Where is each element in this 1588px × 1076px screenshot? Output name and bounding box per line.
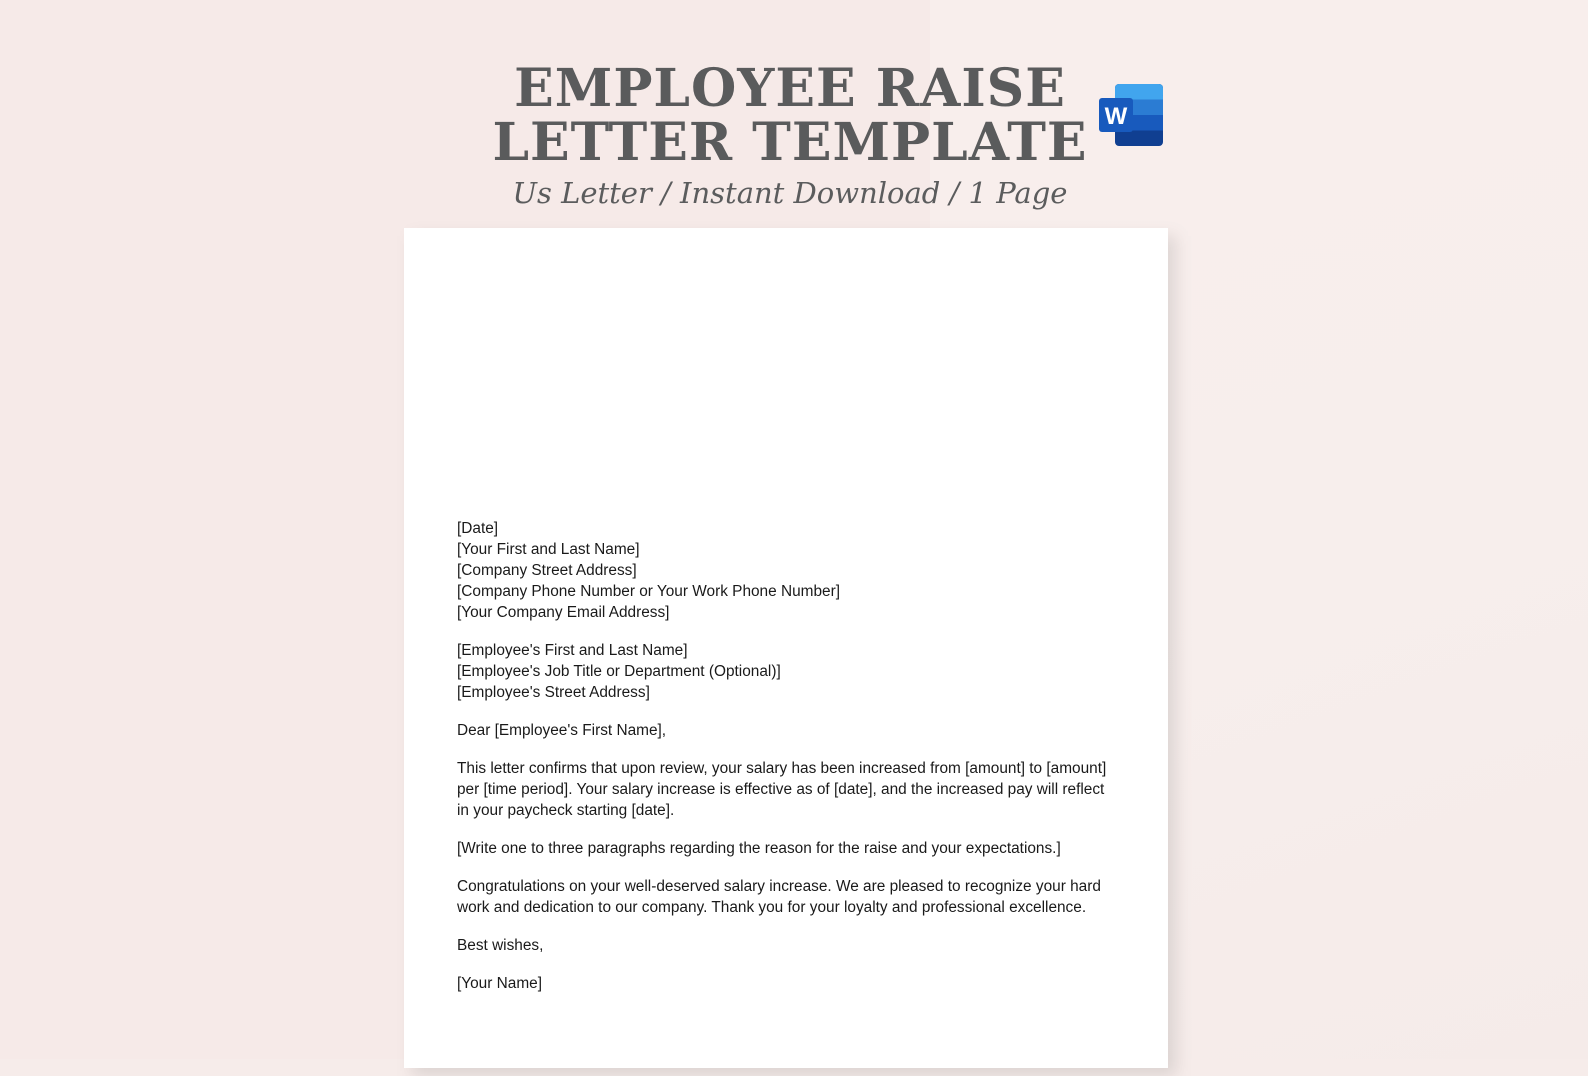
recipient-block xyxy=(457,640,1117,703)
paragraph-3: Congratulations on your well-deserved salary increase. We are pleased to recognize your hard work and dedication to our company. Thank you for your loyalty and professional excellence. xyxy=(457,878,1101,916)
subtitle: Us Letter / Instant Download / 1 Page xyxy=(512,176,1068,210)
title-line-2: LETTER TEMPLATE xyxy=(492,112,1088,173)
salutation: Dear [Employee's First Name], xyxy=(457,722,667,739)
page-title xyxy=(440,58,1140,173)
sender-phone: [Company Phone Number or Your Work Phone Number] xyxy=(457,583,840,600)
recipient-name: [Employee's First and Last Name] xyxy=(457,642,688,659)
title-line-1: EMPLOYEE RAISE xyxy=(514,58,1066,119)
sender-name: [Your First and Last Name] xyxy=(457,541,640,558)
word-icon xyxy=(1099,84,1165,146)
letter-page xyxy=(404,228,1168,1068)
sender-email: [Your Company Email Address] xyxy=(457,604,670,621)
signature: [Your Name] xyxy=(457,975,542,992)
paragraph-2: [Write one to three paragraphs regarding the reason for the raise and your expectations.] xyxy=(457,840,1061,857)
recipient-title: [Employee's Job Title or Department (Optional)] xyxy=(457,663,781,680)
sender-block xyxy=(457,518,1117,623)
letter-body xyxy=(457,518,1117,1011)
recipient-street: [Employee's Street Address] xyxy=(457,684,650,701)
sender-date: [Date] xyxy=(457,520,499,537)
closing: Best wishes, xyxy=(457,937,544,954)
sender-street: [Company Street Address] xyxy=(457,562,637,579)
word-icon-letter: W xyxy=(1104,103,1128,130)
paragraph-1: This letter confirms that upon review, your salary has been increased from [amount] to [amount] per [time period]. Your salary increase is effective as of [date], and the increased pay will reflect in your paycheck starting [date]. xyxy=(457,760,1107,819)
